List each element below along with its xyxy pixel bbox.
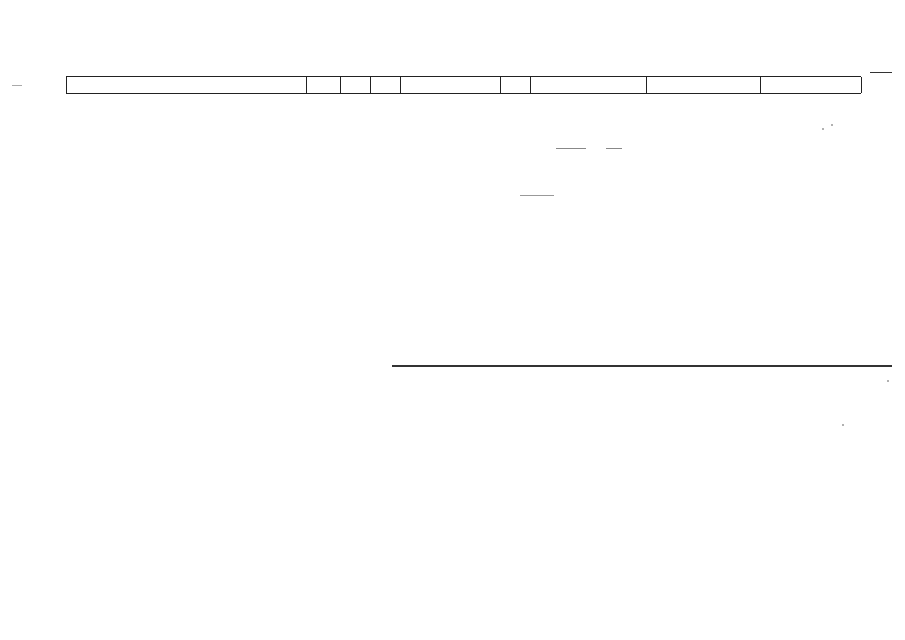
- header-col-1: [66, 77, 307, 93]
- table-header-row: [66, 76, 861, 94]
- scan-mark: [556, 148, 586, 149]
- scan-mark: [606, 148, 622, 149]
- scan-dot: [822, 128, 824, 130]
- header-col-3: [340, 77, 371, 93]
- header-col-2: [306, 77, 341, 93]
- header-col-8: [646, 77, 761, 93]
- scan-dot: [842, 424, 844, 426]
- scan-line: [392, 365, 892, 367]
- header-col-9: [760, 77, 862, 93]
- scan-dot: [831, 124, 833, 126]
- scan-mark: [870, 72, 892, 73]
- header-col-4: [370, 77, 401, 93]
- header-col-7: [530, 77, 647, 93]
- header-col-5: [400, 77, 501, 93]
- header-col-6: [500, 77, 531, 93]
- scan-mark: [12, 85, 22, 86]
- scan-dot: [887, 380, 889, 382]
- scan-mark: [520, 195, 554, 196]
